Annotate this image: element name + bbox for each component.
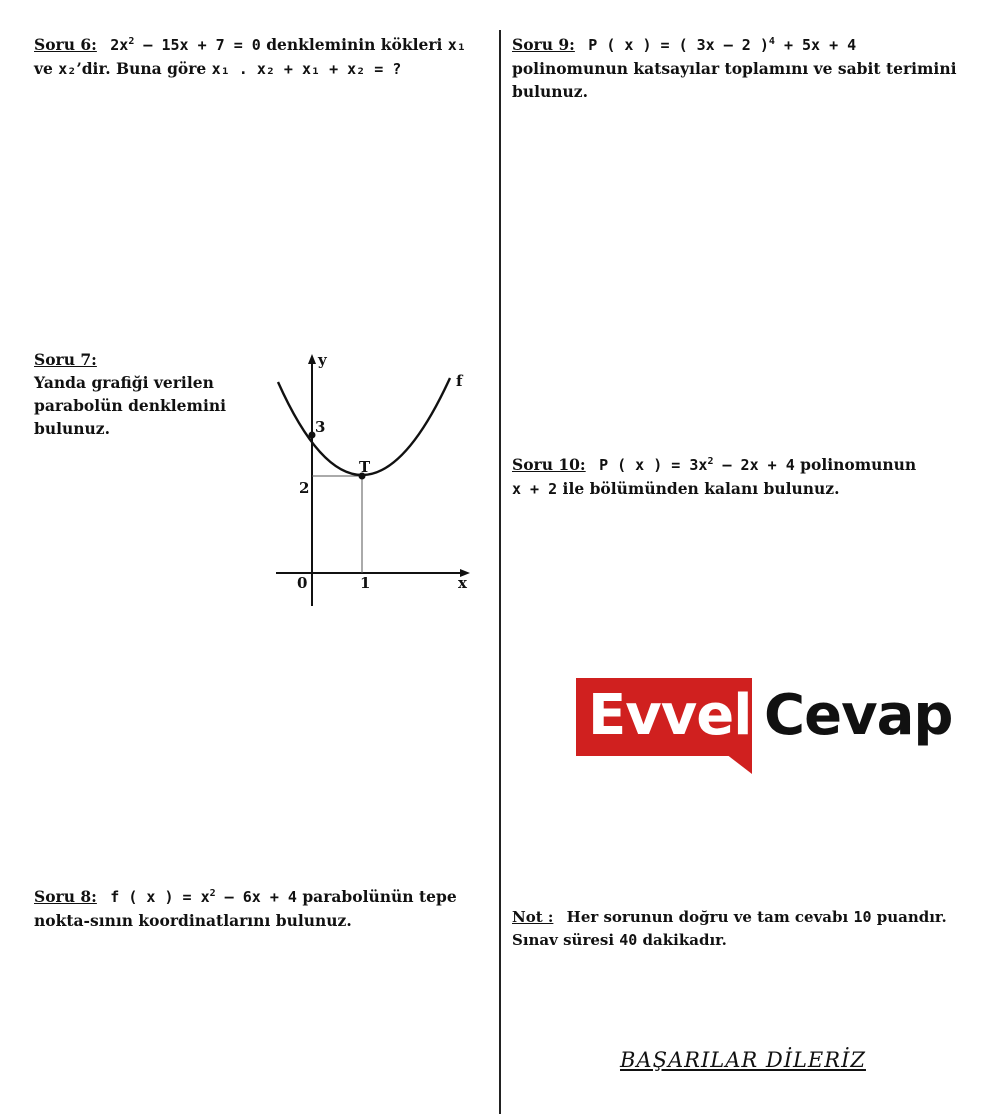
tick-label-y: 2 [299,479,310,497]
vertex-label: T [359,458,371,476]
question-9-equation [588,36,856,54]
question-6-text2: ’dir. Buna göre [76,59,212,78]
parabola-graph [270,348,480,610]
eq-part: f ( x ) = x [110,888,210,906]
eq-part: + 5x + 4 [774,36,857,54]
root-x2: x₂ [58,60,77,78]
question-7 [34,348,234,440]
eq-part: – 15x + 7 = 0 [134,36,261,54]
exponent: 2 [707,456,714,467]
question-10-text: polinomunun [794,455,917,474]
logo-word-cevap: Cevap [764,683,953,748]
exponent: 2 [128,36,135,47]
question-7-label: Soru 7: [34,350,97,369]
note-text: dakikadır. [637,931,727,949]
origin-label: 0 [297,574,308,592]
question-7-line: bulunuz. [34,419,111,438]
eq-part: P ( x ) = 3x [599,456,708,474]
question-6 [34,33,489,81]
question-10 [512,453,957,501]
question-6-equation [110,36,261,54]
question-8 [34,885,489,932]
exam-note [512,906,967,952]
question-6-label: Soru 6: [34,35,97,54]
note-text: Her sorunun doğru ve tam cevabı [566,908,854,926]
note-points: 10 [853,908,872,926]
text-ve: ve [34,59,59,78]
question-6-text: denkleminin kökleri [260,35,448,54]
y-axis-arrow [308,354,316,364]
question-10-divisor: x + 2 [512,480,558,498]
function-label: f [456,372,463,390]
y-intercept-label: 3 [315,418,326,436]
question-7-line: parabolün denklemini [34,396,226,415]
question-10-label: Soru 10: [512,455,586,474]
logo-speech-tail [726,754,752,774]
question-10-text2: ile bölümünden kalanı bulunuz. [557,479,840,498]
note-minutes: 40 [619,931,638,949]
question-8-text: parabolünün tepe nokta-sının koordinatlarını bulunuz. [34,887,457,930]
evvelcevap-logo [576,678,953,776]
note-label: Not : [512,908,554,926]
eq-part: P ( x ) = ( 3x – 2 ) [588,36,769,54]
column-divider [499,30,501,1114]
question-6-expression: x₁ . x₂ + x₁ + x₂ = ? [211,60,402,78]
closing-message: BAŞARILAR DİLERİZ [620,1048,866,1072]
logo-word-evvel: Evvel [588,683,752,748]
note-text: puandır. Sınav süresi [512,908,947,949]
question-10-equation [599,456,795,474]
question-7-line: Yanda grafiği verilen [34,373,214,392]
question-9-text: polinomunun katsayılar toplamını ve sabit terimini bulunuz. [512,59,957,101]
tick-label-x: 1 [360,574,371,592]
root-x1: x₁ [447,36,466,54]
eq-part: – 2x + 4 [713,456,795,474]
question-9 [512,33,957,103]
exponent: 2 [209,888,216,899]
y-axis-label: y [318,351,327,369]
question-9-label: Soru 9: [512,35,575,54]
question-8-equation [110,888,297,906]
eq-part: 2x [110,36,129,54]
exponent: 4 [768,36,775,47]
eq-part: – 6x + 4 [215,888,297,906]
x-axis-label: x [458,574,467,592]
question-8-label: Soru 8: [34,887,97,906]
